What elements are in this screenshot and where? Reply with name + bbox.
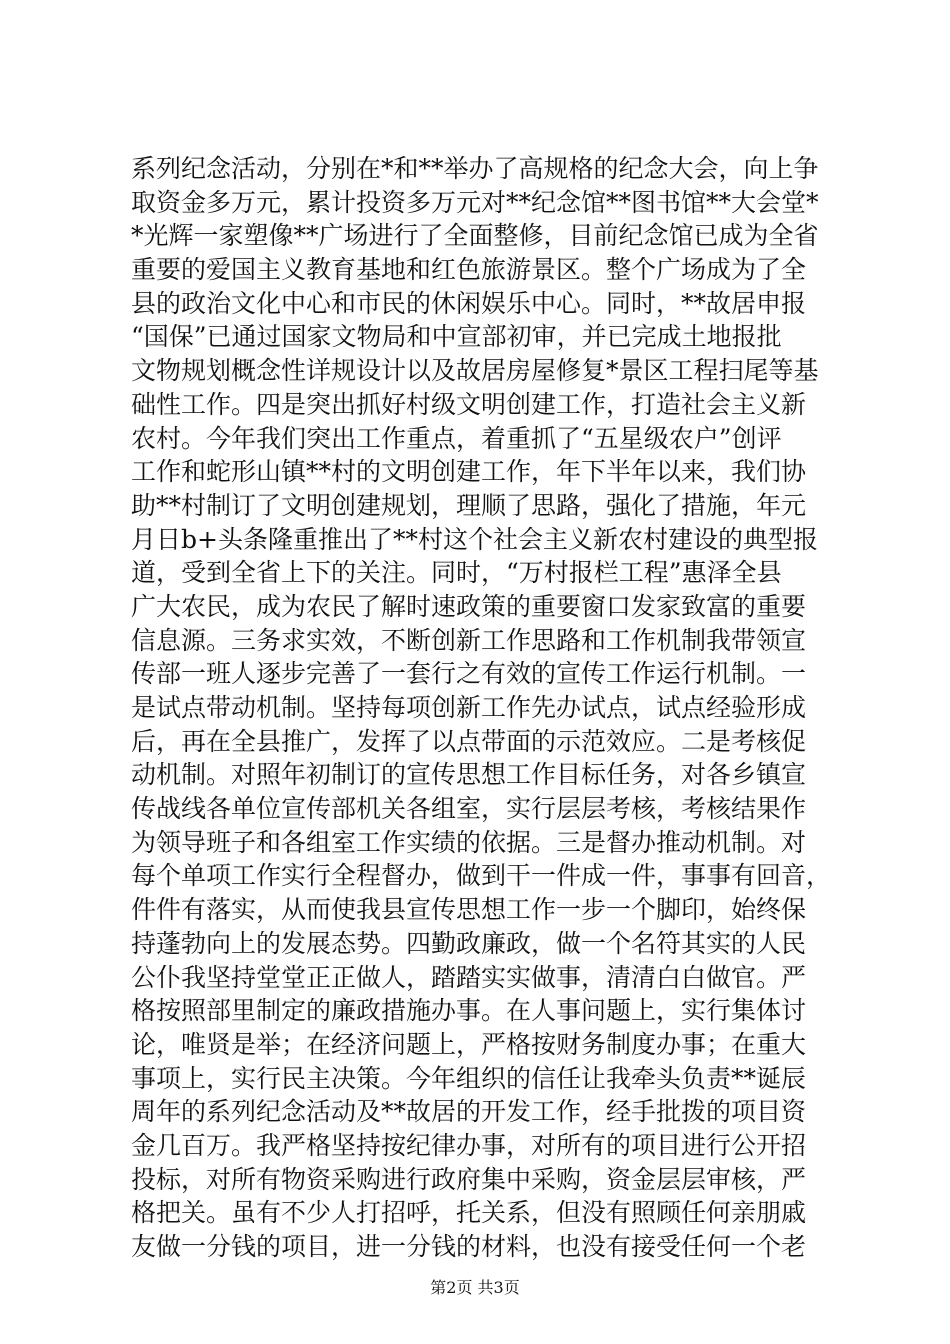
text-line: 传战线各单位宣传部机关各组室，实行层层考核，考核结果作 — [131, 794, 807, 824]
text-line: 文物规划概念性详规设计以及故居房屋修复*景区工程扫尾等基 — [131, 356, 819, 386]
text-line: 投标，对所有物资采购进行政府集中采购，资金层层审核，严 — [131, 1164, 807, 1194]
text-line: 周年的系列纪念活动及**故居的开发工作，经手批拨的项目资 — [131, 1097, 807, 1127]
text-line: 广大农民，成为农民了解时速政策的重要窗口发家致富的重要 — [131, 591, 807, 621]
text-line: 件件有落实，从而使我县宣传思想工作一步一个脚印，始终保 — [131, 895, 807, 925]
page-footer — [0, 1275, 950, 1298]
body-text — [131, 152, 831, 1264]
text-line: 系列纪念活动，分别在*和**举办了高规格的纪念大会，向上争 — [131, 154, 819, 183]
text-line: 传部一班人逐步完善了一套行之有效的宣传工作运行机制。一 — [131, 659, 807, 689]
text-line: 金几百万。我严格坚持按纪律办事，对所有的项目进行公开招 — [131, 1130, 807, 1160]
text-line: 为领导班子和各组室工作实绩的依据。三是督办推动机制。对 — [131, 827, 807, 857]
page-indicator: 第2页 共3页 — [430, 1278, 520, 1297]
text-line: 格按照部里制定的廉政措施办事。在人事问题上，实行集体讨 — [131, 996, 807, 1026]
text-line: *光辉一家塑像**广场进行了全面整修，目前纪念馆已成为全省 — [131, 221, 819, 251]
text-line: 助**村制订了文明创建规划，理顺了思路，强化了措施，年元 — [131, 490, 807, 520]
text-line: 取资金多万元，累计投资多万元对**纪念馆**图书馆**大会堂* — [131, 187, 819, 217]
text-line: 每个单项工作实行全程督办，做到干一件成一件，事事有回音， — [131, 861, 832, 891]
text-line: 动机制。对照年初制订的宣传思想工作目标任务，对各乡镇宣 — [131, 760, 807, 790]
text-line: 持蓬勃向上的发展态势。四勤政廉政，做一个名符其实的人民 — [131, 928, 807, 958]
text-line: 农村。今年我们突出工作重点，着重抓了“五星级农户”创评 — [131, 423, 782, 453]
text-line: 信息源。三务求实效，不断创新工作思路和工作机制我带领宣 — [131, 625, 807, 655]
text-line: 础性工作。四是突出抓好村级文明创建工作，打造社会主义新 — [131, 389, 807, 419]
text-line: 县的政治文化中心和市民的休闲娱乐中心。同时，**故居申报 — [131, 288, 807, 318]
text-line: 道，受到全省上下的关注。同时，“万村报栏工程”惠泽全县 — [131, 558, 782, 588]
text-line: 论，唯贤是举；在经济问题上，严格按财务制度办事；在重大 — [131, 1029, 807, 1059]
text-line: 工作和蛇形山镇**村的文明创建工作，年下半年以来，我们协 — [131, 457, 807, 487]
text-line: 公仆我坚持堂堂正正做人，踏踏实实做事，清清白白做官。严 — [131, 962, 807, 992]
text-line: 是试点带动机制。坚持每项创新工作先办试点，试点经验形成 — [131, 693, 807, 722]
text-line: 重要的爱国主义教育基地和红色旅游景区。整个广场成为了全 — [131, 255, 807, 285]
text-line: 格把关。虽有不少人打招呼，托关系，但没有照顾任何亲朋戚 — [131, 1198, 807, 1228]
text-line: 后，再在全县推广，发挥了以点带面的示范效应。二是考核促 — [131, 726, 807, 756]
text-line: 友做一分钱的项目，进一分钱的材料，也没有接受任何一个老 — [131, 1232, 807, 1261]
text-line: “国保”已通过国家文物局和中宣部初审，并已完成土地报批 — [131, 322, 782, 352]
text-line: 月日b+头条隆重推出了**村这个社会主义新农村建设的典型报 — [131, 524, 818, 554]
text-line: 事项上，实行民主决策。今年组织的信任让我牵头负责**诞辰 — [131, 1063, 807, 1093]
